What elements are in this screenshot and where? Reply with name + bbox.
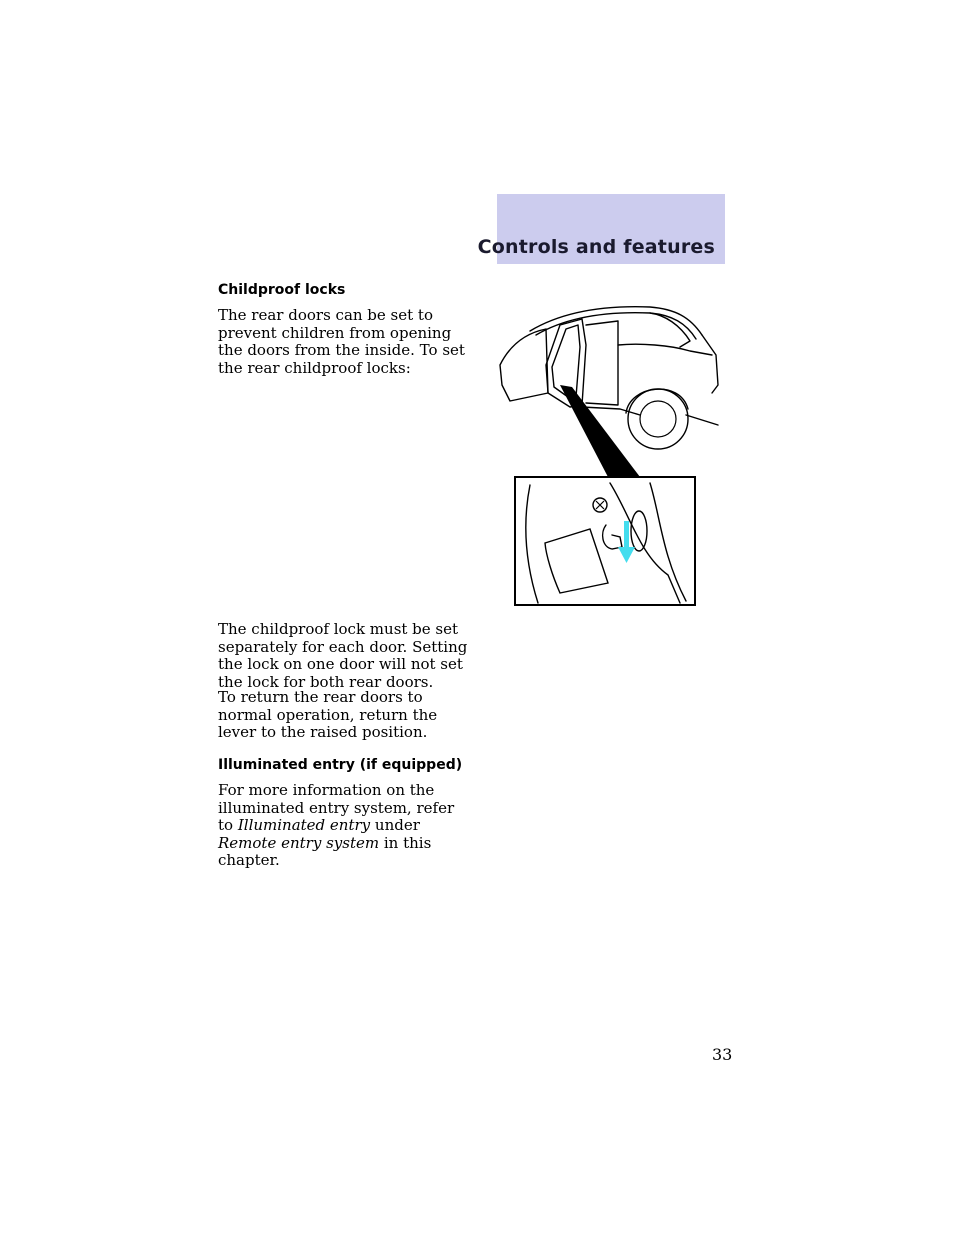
detail-inset-box: [515, 477, 695, 605]
ground-line: [686, 415, 718, 425]
childproof-lock-illustration: [490, 285, 730, 610]
childproof-return-paragraph: To return the rear doors to normal operation, return the lever to the raised position.: [218, 688, 438, 741]
illuminated-text-after: in this chapter.: [218, 833, 432, 869]
remote-entry-reference: Remote entry system: [218, 833, 380, 852]
illuminated-entry-paragraph: [218, 782, 470, 870]
rear-wheel-hub: [640, 401, 676, 437]
car-rear-end: [702, 335, 718, 393]
callout-wedge: [560, 385, 640, 477]
screw-icon: [593, 498, 607, 512]
childproof-intro-paragraph: The rear doors can be set to prevent children from opening the doors from the inside. To set the rear childproof locks:: [218, 306, 465, 377]
car-rear-window: [650, 313, 690, 347]
body-side-line: [618, 344, 712, 355]
illuminated-entry-reference: Illuminated entry: [237, 816, 371, 834]
car-door-drawing: [490, 285, 730, 610]
door-opening: [586, 321, 618, 405]
front-door: [500, 329, 548, 401]
chapter-title: Controls and features: [477, 236, 715, 258]
header-band: [477, 194, 725, 264]
illuminated-text-before: For more information on the illuminated entry system, refer to: [218, 781, 455, 834]
illuminated-text-mid: under: [374, 816, 420, 834]
childproof-separate-paragraph: The childproof lock must be set separately for each door. Setting the lock on one door will not set the lock for both rear doors.: [218, 620, 468, 691]
illuminated-entry-heading: Illuminated entry (if equipped): [218, 757, 463, 773]
page-number: 33: [712, 1045, 733, 1064]
childproof-locks-heading: Childproof locks: [218, 282, 346, 298]
rear-wheel: [628, 389, 688, 449]
